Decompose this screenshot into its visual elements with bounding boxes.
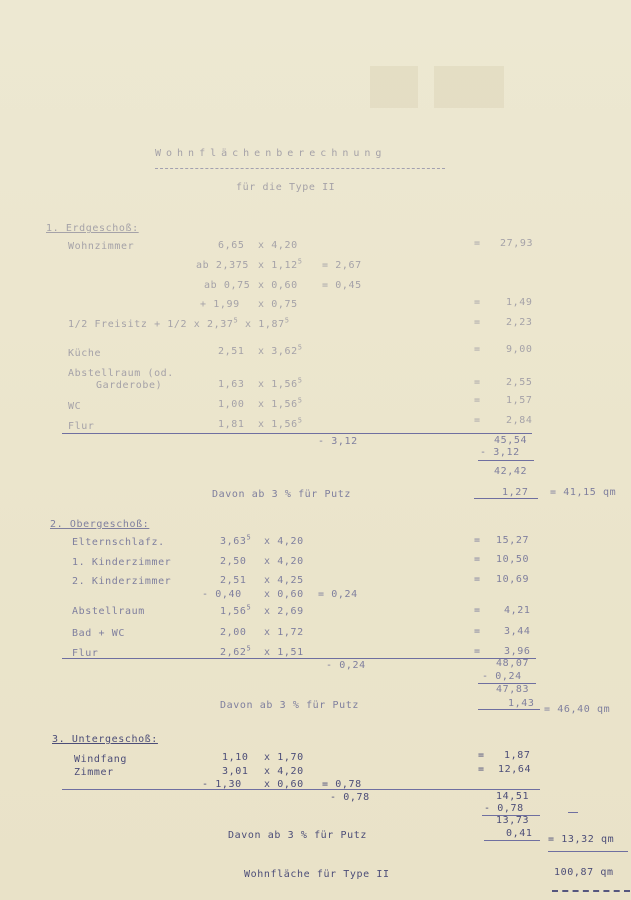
plaster-value: 1,27 [502,487,529,498]
room-area: 10,50 [496,554,530,565]
subtraction: - 3,12 [480,447,520,458]
room-width: 3,63$^5$ [220,533,252,547]
room-label: Bad + WC [72,628,125,639]
section-heading: 1. Erdgeschoß: [46,223,139,234]
sum-rule [62,433,532,434]
equals-sign: = [474,238,481,249]
room-length: x 3,62$^5$ [258,343,303,357]
equals-sign: = [474,395,481,406]
deduction-result: = 0,45 [322,280,362,291]
deduction-result: = 0,24 [318,589,358,600]
net-area: 13,73 [496,815,530,826]
equals-sign: = [478,764,485,775]
room-width: 1,10 [222,752,249,763]
room-length: x 4,20 [258,240,298,251]
room-area: 10,69 [496,574,530,585]
room-label: Zimmer [74,767,114,778]
room-label: Elternschlafz. [72,537,165,548]
final-total-value: 100,87 qm [554,867,614,878]
room-width: 2,50 [220,556,247,567]
equals-sign: = [474,415,481,426]
addition-length: x 0,75 [258,299,298,310]
room-length: x 1,56$^5$ [258,416,303,430]
room-length: x 4,20 [264,536,304,547]
plaster-value: 1,43 [508,698,535,709]
deduction-length: x 0,60 [264,779,304,790]
section-total: = 13,32 qm [548,834,615,845]
subtraction: - 0,24 [482,671,522,682]
equals-sign: = [474,626,481,637]
room-width: 2,51 [220,575,247,586]
deduction-total: - 3,12 [318,436,358,447]
net-area: 47,83 [496,684,530,695]
room-width: 1,00 [218,399,245,410]
addition-factor: + 1,99 [200,299,240,310]
room-length: x 4,25 [264,575,304,586]
deduction-factor: ab 0,75 [204,280,251,291]
equals-sign: = [478,750,485,761]
subtotal: 45,54 [494,435,528,446]
room-label-cont: Garderobe) [96,380,163,391]
section-total: = 41,15 qm [550,487,617,498]
deduction-total: - 0,24 [326,660,366,671]
title-underline [155,168,445,169]
room-label: Wohnzimmer [68,241,135,252]
paper-smudge [434,66,504,108]
equals-sign: = [474,605,481,616]
section-heading: 3. Untergeschoß: [52,734,158,745]
sum-rule [548,851,628,852]
room-label: Abstellraum [72,606,145,617]
sum-rule [62,658,536,659]
room-area: 2,55 [506,377,533,388]
net-area: 42,42 [494,466,528,477]
page-title: Wohnflächenberechnung [155,148,387,159]
room-area: 2,23 [506,317,533,328]
section-heading: 2. Obergeschoß: [50,519,150,530]
room-area: 4,21 [504,605,531,616]
page-subtitle: für die Type II [236,182,336,193]
room-label: Flur [68,421,95,432]
deduction-length: x 0,60 [264,589,304,600]
equals-sign: = [474,646,481,657]
room-area: 12,64 [498,764,532,775]
room-label: WC [68,401,82,412]
room-label: 1. Kinderzimmer [72,557,172,568]
room-length: x 4,20 [264,766,304,777]
equals-sign: = [474,535,481,546]
plaster-label: Davon ab 3 % für Putz [212,489,352,500]
deduction-length: x 0,60 [258,280,298,291]
room-width: 6,65 [218,240,245,251]
double-underline [552,890,630,892]
room-label: 2. Kinderzimmer [72,576,172,587]
equals-sign: = [474,574,481,585]
deduction-result: = 0,78 [322,779,362,790]
equals-sign: = [474,317,481,328]
subtotal: 14,51 [496,791,530,802]
deduction-total: - 0,78 [330,792,370,803]
final-total-label: Wohnfläche für Type II [244,869,390,880]
room-width: 2,00 [220,627,247,638]
room-width: 2,62$^5$ [220,644,252,658]
deduction-factor: - 0,40 [202,589,242,600]
room-area: 9,00 [506,344,533,355]
room-length: x 4,20 [264,556,304,567]
room-area: 3,96 [504,646,531,657]
equals-sign: = [474,377,481,388]
room-label: Abstellraum (od. [68,368,174,379]
deduction-result: = 2,67 [322,260,362,271]
room-label: Flur [72,648,99,659]
deduction-factor: - 1,30 [202,779,242,790]
room-length: x 1,72 [264,627,304,638]
equals-sign: = [474,297,481,308]
plaster-value: 0,41 [506,828,533,839]
sum-rule [62,789,540,790]
room-length: x 2,69 [264,606,304,617]
sum-rule [484,840,540,841]
room-label: Windfang [74,754,127,765]
room-length: x 1,56$^5$ [258,396,303,410]
room-area: 2,84 [506,415,533,426]
room-width: 1,56$^5$ [220,603,252,617]
section-total: = 46,40 qm [544,704,611,715]
room-width: 1,81 [218,419,245,430]
equals-sign: = [474,554,481,565]
room-label: Küche [68,348,102,359]
subtotal: 48,07 [496,658,530,669]
room-area: 1,49 [506,297,533,308]
room-area: 3,44 [504,626,531,637]
paper-smudge [370,66,418,108]
room-area: 15,27 [496,535,530,546]
sum-rule [478,709,540,710]
subtraction: - 0,78 [484,803,524,814]
room-width: 2,51 [218,346,245,357]
room-area: 27,93 [500,238,534,249]
sum-rule [478,460,534,461]
room-length: x 1,70 [264,752,304,763]
room-label: 1/2 Freisitz + 1/2 x 2,37$^5$ x 1,87$^5$ [68,316,290,330]
room-area: 1,57 [506,395,533,406]
sum-rule [474,498,538,499]
plaster-label: Davon ab 3 % für Putz [220,700,360,711]
room-length: x 1,56$^5$ [258,376,303,390]
room-width: 3,01 [222,766,249,777]
plaster-label: Davon ab 3 % für Putz [228,830,368,841]
room-length: x 1,51 [264,647,304,658]
room-width: 1,63 [218,379,245,390]
deduction-length: x 1,12$^5$ [258,257,303,271]
deduction-factor: ab 2,375 [196,260,249,271]
tick-mark [568,812,578,813]
room-area: 1,87 [504,750,531,761]
equals-sign: = [474,344,481,355]
